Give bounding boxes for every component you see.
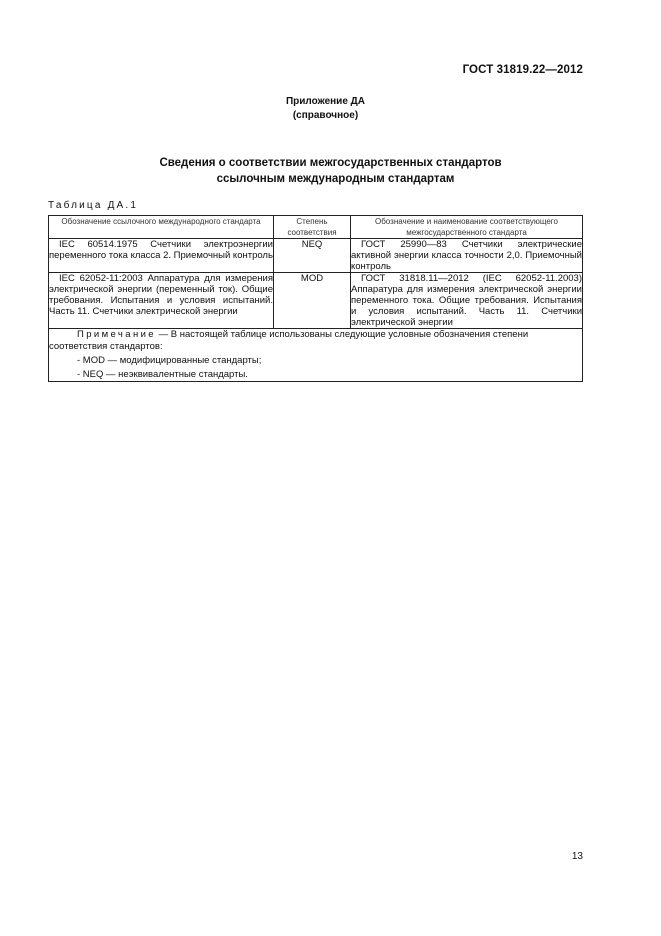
column-header-interstate: Обозначение и наименование соответствующего межгосударственного стандарта (351, 216, 583, 239)
table-row (49, 273, 583, 329)
table-note (49, 329, 583, 382)
annex-subtitle: (справочное) (292, 110, 359, 121)
cell-degree: MOD (274, 273, 351, 329)
heading-line-2: ссылочным международным стандартам (216, 173, 455, 185)
heading-line-1: Сведения о соответствии межгосударственных стандартов (159, 157, 502, 169)
column-header-degree: Степень соответствия (274, 216, 351, 239)
note-item-neq: - NEQ — неэквивалентные стандарты. (77, 369, 248, 380)
note-item-mod: - MOD — модифицированные стандарты; (77, 355, 262, 366)
page-number: 13 (571, 851, 583, 862)
document-code: ГОСТ 31819.22—2012 (462, 64, 583, 76)
table-row (49, 239, 583, 273)
table-label: Таблица ДА.1 (48, 200, 139, 211)
cell-international-standard: IEC 60514.1975 Счетчики электроэнергии переменного тока класса 2. Приемочный контроль (49, 239, 274, 273)
note-text: — В настоящей таблице использованы следующие условные обозначения степени соответствия стандартов: (49, 329, 529, 352)
column-header-international: Обозначение ссылочного международного стандарта (49, 216, 274, 239)
cell-interstate-standard: ГОСТ 25990—83 Счетчики электрические активной энергии класса точности 2,0. Приемочный контроль (351, 239, 582, 272)
table-note-row (49, 329, 583, 382)
annex-title: Приложение ДА (285, 96, 366, 107)
section-heading (0, 155, 661, 187)
correspondence-table (48, 215, 583, 382)
note-label: Примечание (77, 329, 156, 340)
cell-degree: NEQ (274, 239, 351, 273)
cell-interstate-standard: ГОСТ 31818.11—2012 (IEC 62052-11.2003) Аппаратура для измерения электрической энергии переменного тока. Общие требования. Испытания и условия испытаний. Часть 11. Счетчики электрической энергии (351, 273, 582, 328)
annex-block (0, 95, 661, 123)
table-header-row (49, 216, 583, 239)
cell-international-standard: IEC 62052-11:2003 Аппаратура для измерения электрической энергии (переменный ток). Общие требования. Испытания и условия испытаний. Часть 11. Счетчики электрической энергии (49, 273, 274, 329)
